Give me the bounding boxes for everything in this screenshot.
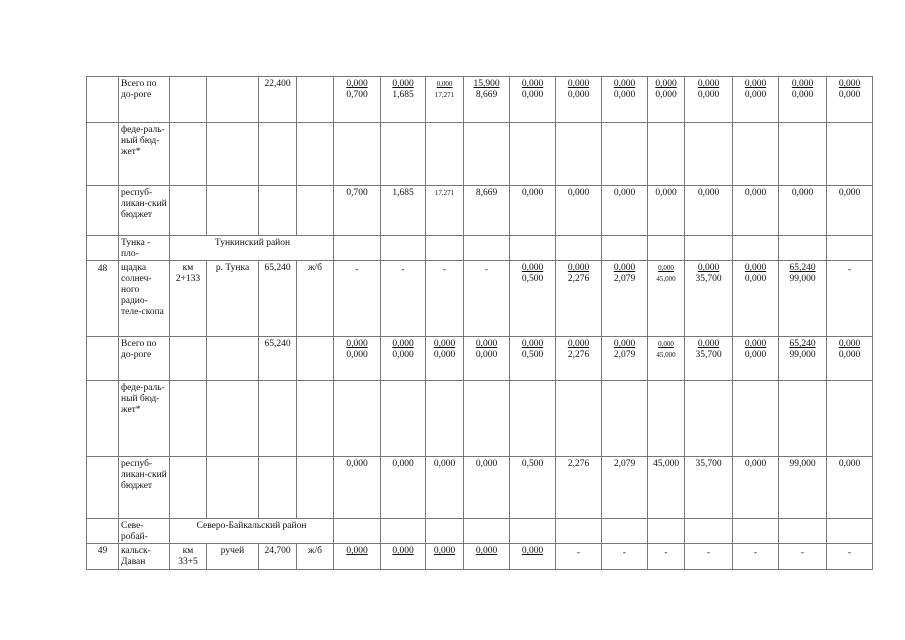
value-cell: 0,500 [510,457,556,519]
table-row [87,123,873,186]
value-cell: - [685,544,733,570]
table-row [87,236,873,261]
value-cell: 0,000 [556,186,602,236]
value-cell: 0,000 0,700 [334,77,381,123]
value-cell: 0,000 2,276 [556,337,602,381]
value-cell: 0,000 0,500 [510,261,556,337]
value-cell: 17,271 [426,186,464,236]
row-name: Севе-робай- [119,519,170,544]
value-cell: 0,000 0,000 [733,261,779,337]
value-cell: 0,000 17,271 [426,77,464,123]
district-heading: Тункинский район [170,236,334,261]
value-cell: 15,900 8,669 [464,77,510,123]
value-cell: 2,079 [602,457,648,519]
table-row [87,261,873,337]
table-row [87,186,873,236]
row-name: кальск-Даван [119,544,170,570]
value-cell: 0,000 [685,186,733,236]
row-name: Всего по до-роге [119,77,170,123]
value-cell: 65,240 99,000 [779,337,827,381]
km-cell: км 33+5 [170,544,207,570]
value-cell: - [381,261,426,337]
value-cell: 0,000 0,000 [648,77,685,123]
value-cell: 0,000 45,000 [648,337,685,381]
table-row [87,457,873,519]
value-cell: 0,000 [381,544,426,570]
object-cell: р. Тунка [207,261,259,337]
value-cell: - [648,544,685,570]
value-cell: 0,000 [426,544,464,570]
length-cell: 65,240 [259,337,297,381]
row-number: 48 [87,261,119,337]
table-row [87,544,873,570]
row-number [87,77,119,123]
value-cell: 0,000 [426,457,464,519]
value-cell: 0,000 [510,544,556,570]
value-cell: 0,000 35,700 [685,337,733,381]
value-cell: 0,000 [334,544,381,570]
length-cell: 24,700 [259,544,297,570]
value-cell: - [733,544,779,570]
value-cell: 0,000 [648,186,685,236]
value-cell: 0,000 0,000 [334,337,381,381]
km-cell: км 2+133 [170,261,207,337]
value-cell: 0,000 0,000 [464,337,510,381]
value-cell: 0,000 [827,457,873,519]
value-cell: 0,000 [733,186,779,236]
row-name: щадка солнеч-ного радио-теле-скопа [119,261,170,337]
row-name: Всего по до-роге [119,337,170,381]
value-cell: 0,000 2,079 [602,261,648,337]
value-cell: 0,000 [510,186,556,236]
type-cell: ж/б [297,544,334,570]
value-cell: 0,000 [733,457,779,519]
value-cell: 0,000 35,700 [685,261,733,337]
value-cell: 0,000 0,000 [779,77,827,123]
budget-table [86,76,873,570]
value-cell: - [334,261,381,337]
value-cell: 0,000 [779,186,827,236]
value-cell: 0,000 0,500 [510,337,556,381]
value-cell: 1,685 [381,186,426,236]
row-name: Тунка - пло- [119,236,170,261]
row-name: респуб-ликан-ский бюджет [119,457,170,519]
value-cell: 0,000 0,000 [426,337,464,381]
value-cell: 0,000 0,000 [733,77,779,123]
type-cell: ж/б [297,261,334,337]
value-cell: - [602,544,648,570]
value-cell: - [556,544,602,570]
value-cell: 65,240 99,000 [779,261,827,337]
value-cell: 0,000 0,000 [602,77,648,123]
value-cell: 0,000 0,000 [556,77,602,123]
table-row [87,337,873,381]
value-cell: 0,000 [334,457,381,519]
value-cell: 0,000 0,000 [685,77,733,123]
table-row [87,381,873,457]
value-cell: 0,000 [827,186,873,236]
row-name: феде-раль-ный бюд-жет* [119,123,170,186]
value-cell: 35,700 [685,457,733,519]
value-cell: - [827,261,873,337]
value-cell: 0,700 [334,186,381,236]
row-name: респуб-ликан-ский бюджет [119,186,170,236]
value-cell: 0,000 1,685 [381,77,426,123]
value-cell: 0,000 2,079 [602,337,648,381]
value-cell: - [827,544,873,570]
row-name: феде-раль-ный бюд-жет* [119,381,170,457]
value-cell: 0,000 0,000 [733,337,779,381]
value-cell: 99,000 [779,457,827,519]
value-cell: 0,000 [602,186,648,236]
value-cell: 0,000 [381,457,426,519]
table-row [87,77,873,123]
value-cell: - [464,261,510,337]
value-cell: 0,000 [464,457,510,519]
value-cell: - [779,544,827,570]
row-number: 49 [87,544,119,570]
value-cell: 0,000 0,000 [827,337,873,381]
length-cell: 22,400 [259,77,297,123]
value-cell: 0,000 0,000 [510,77,556,123]
object-cell: ручей [207,544,259,570]
value-cell: 0,000 45,000 [648,261,685,337]
value-cell: 2,276 [556,457,602,519]
value-cell: - [426,261,464,337]
value-cell: 0,000 [464,544,510,570]
table-row [87,519,873,544]
length-cell: 65,240 [259,261,297,337]
value-cell: 45,000 [648,457,685,519]
value-cell: 0,000 0,000 [381,337,426,381]
value-cell: 0,000 0,000 [827,77,873,123]
value-cell: 0,000 2,276 [556,261,602,337]
district-heading: Северо-Байкальский район [170,519,334,544]
value-cell: 8,669 [464,186,510,236]
